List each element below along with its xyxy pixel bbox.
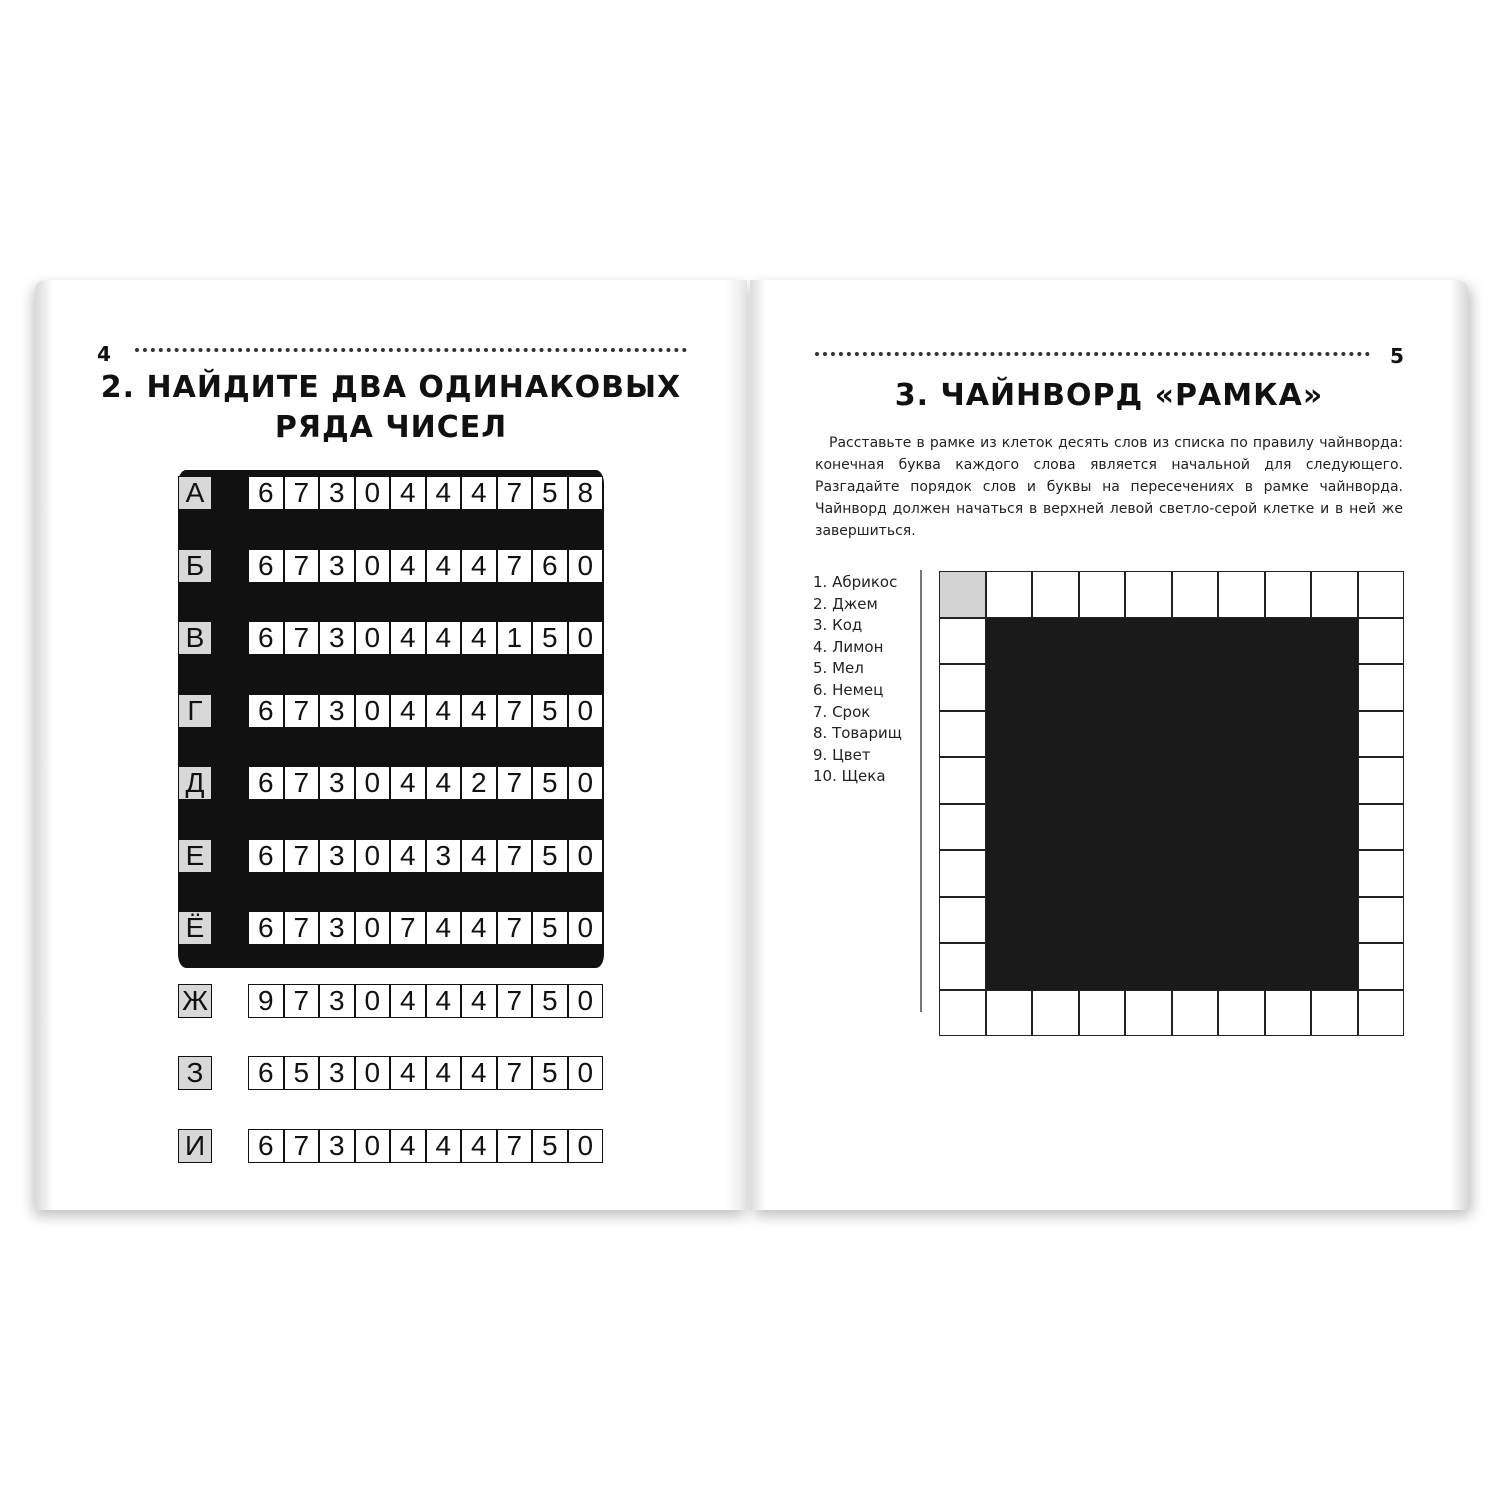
frame-cell[interactable]	[939, 804, 986, 851]
digit-cell: 4	[461, 1129, 497, 1163]
word-list-item: 7. Срок	[813, 702, 871, 721]
grid-row	[178, 694, 603, 728]
digit-cell: 7	[497, 839, 533, 873]
word-list-item: 5. Мел	[813, 659, 864, 678]
chainword-frame	[939, 571, 1404, 1036]
frame-cell[interactable]	[1358, 804, 1405, 851]
digit-cell: 5	[532, 1129, 568, 1163]
frame-cell[interactable]	[1125, 571, 1172, 618]
grid-row	[178, 549, 603, 583]
digit-cell: 7	[284, 911, 320, 945]
row-letter: И	[178, 1129, 212, 1163]
digit-cell: 4	[390, 549, 426, 583]
digit-cell: 5	[532, 839, 568, 873]
frame-cell[interactable]	[1358, 664, 1405, 711]
digit-cell: 0	[568, 911, 604, 945]
digit-cell: 6	[248, 476, 284, 510]
digit-cell: 4	[461, 621, 497, 655]
frame-cell[interactable]	[1358, 618, 1405, 665]
frame-cell[interactable]	[939, 664, 986, 711]
puzzle-title-left	[75, 368, 707, 448]
left-page	[35, 280, 747, 1210]
digit-cell: 0	[568, 1129, 604, 1163]
row-letter: Ж	[178, 984, 212, 1018]
digit-cell: 7	[497, 984, 533, 1018]
digit-cell: 5	[532, 621, 568, 655]
digit-cell: 2	[461, 766, 497, 800]
digit-cell: 7	[497, 476, 533, 510]
digit-cell: 0	[568, 694, 604, 728]
word-list-item: 6. Немец	[813, 680, 884, 699]
frame-cell[interactable]	[939, 618, 986, 665]
frame-cell[interactable]	[1079, 990, 1126, 1037]
digit-cell: 4	[390, 1056, 426, 1090]
title-line-2: РЯДА ЧИСЕЛ	[274, 410, 508, 445]
digit-cell: 0	[568, 766, 604, 800]
frame-cell[interactable]	[986, 990, 1033, 1037]
frame-cell[interactable]	[1265, 571, 1312, 618]
digit-cell: 0	[355, 549, 391, 583]
grid-row	[178, 1056, 603, 1090]
digit-cell: 7	[284, 476, 320, 510]
frame-cell[interactable]	[1311, 990, 1358, 1037]
digit-cell: 5	[532, 1056, 568, 1090]
digit-cell: 4	[390, 984, 426, 1018]
row-letter: Г	[178, 694, 212, 728]
right-page	[750, 280, 1468, 1210]
dotted-rule-right	[815, 352, 1370, 356]
row-gap	[212, 766, 248, 800]
frame-cell[interactable]	[1311, 571, 1358, 618]
digit-cell: 0	[568, 984, 604, 1018]
digit-cell: 6	[248, 549, 284, 583]
digit-cell: 6	[248, 766, 284, 800]
row-gap	[212, 984, 248, 1018]
digit-cell: 0	[568, 1056, 604, 1090]
frame-cell[interactable]	[1358, 850, 1405, 897]
frame-cell[interactable]	[986, 571, 1033, 618]
frame-cell[interactable]	[939, 943, 986, 990]
digit-cell: 7	[284, 1129, 320, 1163]
digit-cell: 4	[461, 549, 497, 583]
digit-cell: 7	[284, 839, 320, 873]
row-gap	[212, 1129, 248, 1163]
digit-cell: 3	[319, 839, 355, 873]
digit-cell: 3	[319, 1056, 355, 1090]
digit-cell: 0	[568, 839, 604, 873]
number-grid	[178, 470, 604, 1161]
digit-cell: 3	[319, 984, 355, 1018]
digit-cell: 4	[461, 911, 497, 945]
puzzle-title-right: 3. ЧАЙНВОРД «РАМКА»	[894, 378, 1324, 413]
digit-cell: 0	[568, 621, 604, 655]
row-letter: Д	[178, 766, 212, 800]
frame-cell[interactable]	[1172, 571, 1219, 618]
row-letter: Е	[178, 839, 212, 873]
frame-center-block	[986, 618, 1358, 990]
digit-cell: 3	[319, 549, 355, 583]
title-line-1: 2. НАЙДИТЕ ДВА ОДИНАКОВЫХ	[100, 370, 682, 405]
digit-cell: 4	[426, 1129, 462, 1163]
frame-cell[interactable]	[1358, 943, 1405, 990]
digit-cell: 4	[426, 476, 462, 510]
row-gap	[212, 911, 248, 945]
digit-cell: 7	[390, 911, 426, 945]
digit-cell: 4	[426, 1056, 462, 1090]
frame-cell[interactable]	[939, 757, 986, 804]
word-list-item: 8. Товарищ	[813, 724, 902, 743]
digit-cell: 5	[532, 911, 568, 945]
digit-cell: 6	[248, 621, 284, 655]
digit-cell: 7	[497, 549, 533, 583]
word-list-item: 3. Код	[813, 616, 863, 635]
digit-cell: 7	[284, 766, 320, 800]
digit-cell: 0	[355, 911, 391, 945]
digit-cell: 0	[355, 1056, 391, 1090]
digit-cell: 3	[319, 911, 355, 945]
digit-cell: 6	[532, 549, 568, 583]
digit-cell: 5	[284, 1056, 320, 1090]
word-list	[813, 572, 902, 788]
digit-cell: 0	[355, 984, 391, 1018]
row-letter: А	[178, 476, 212, 510]
row-gap	[212, 839, 248, 873]
digit-cell: 0	[355, 694, 391, 728]
digit-cell: 8	[568, 476, 604, 510]
word-list-item: 10. Щека	[813, 767, 886, 786]
digit-cell: 0	[568, 549, 604, 583]
digit-cell: 6	[248, 1129, 284, 1163]
digit-cell: 5	[532, 984, 568, 1018]
frame-cell[interactable]	[939, 990, 986, 1037]
row-letter: В	[178, 621, 212, 655]
digit-cell: 3	[426, 839, 462, 873]
frame-cell[interactable]	[1358, 897, 1405, 944]
frame-cell[interactable]	[939, 711, 986, 758]
digit-cell: 7	[284, 694, 320, 728]
digit-cell: 1	[497, 621, 533, 655]
digit-cell: 4	[461, 476, 497, 510]
dotted-rule-left	[135, 348, 687, 352]
digit-cell: 4	[390, 694, 426, 728]
digit-cell: 4	[461, 1056, 497, 1090]
digit-cell: 0	[355, 766, 391, 800]
row-gap	[212, 621, 248, 655]
digit-cell: 3	[319, 1129, 355, 1163]
word-list-item: 1. Абрикос	[813, 573, 898, 591]
digit-cell: 4	[426, 911, 462, 945]
frame-cell[interactable]	[1032, 990, 1079, 1037]
instructions-text: Расставьте в рамке из клеток десять слов из списка по правилу чайнворда: конечная буква каждого слова является начальной для следующего. Разгадайте порядок слов и буквы на пересечениях в рамке чайнворда. Чайнворд должен начаться в верхней левой светло-серой клетке и в ней же завершиться.	[815, 435, 1403, 539]
digit-cell: 4	[390, 1129, 426, 1163]
grid-row	[178, 1129, 603, 1163]
digit-cell: 4	[390, 476, 426, 510]
digit-cell: 4	[390, 766, 426, 800]
digit-cell: 4	[426, 694, 462, 728]
digit-cell: 4	[390, 621, 426, 655]
digit-cell: 7	[284, 984, 320, 1018]
digit-cell: 0	[355, 1129, 391, 1163]
word-list-item: 2. Джем	[813, 594, 878, 613]
digit-cell: 0	[355, 476, 391, 510]
digit-cell: 4	[426, 984, 462, 1018]
digit-cell: 6	[248, 911, 284, 945]
grid-row	[178, 621, 603, 655]
frame-cell[interactable]	[1032, 571, 1079, 618]
grid-row	[178, 984, 603, 1018]
frame-cell[interactable]	[1265, 990, 1312, 1037]
digit-cell: 7	[497, 766, 533, 800]
digit-cell: 7	[497, 911, 533, 945]
page-number-left: 4	[97, 342, 111, 366]
frame-cell[interactable]	[1125, 990, 1172, 1037]
frame-cell[interactable]	[1079, 571, 1126, 618]
digit-cell: 4	[461, 694, 497, 728]
digit-cell: 7	[284, 549, 320, 583]
frame-cell[interactable]	[1358, 571, 1405, 618]
grid-row	[178, 911, 603, 945]
digit-cell: 4	[390, 839, 426, 873]
digit-cell: 3	[319, 766, 355, 800]
word-list-item: 4. Лимон	[813, 637, 884, 656]
digit-cell: 5	[532, 694, 568, 728]
row-gap	[212, 476, 248, 510]
digit-cell: 3	[319, 476, 355, 510]
digit-cell: 7	[284, 621, 320, 655]
row-gap	[212, 1056, 248, 1090]
grid-row	[178, 476, 603, 510]
digit-cell: 4	[426, 621, 462, 655]
digit-cell: 5	[532, 766, 568, 800]
page-number-right: 5	[1390, 344, 1404, 368]
row-letter: З	[178, 1056, 212, 1090]
digit-cell: 4	[426, 766, 462, 800]
frame-cell[interactable]	[939, 897, 986, 944]
frame-cell[interactable]	[1358, 990, 1405, 1037]
frame-start-cell[interactable]	[939, 571, 986, 618]
row-letter: Б	[178, 549, 212, 583]
digit-cell: 4	[461, 839, 497, 873]
digit-cell: 7	[497, 1056, 533, 1090]
grid-row	[178, 766, 603, 800]
digit-cell: 3	[319, 694, 355, 728]
frame-cell[interactable]	[1358, 757, 1405, 804]
frame-cell[interactable]	[1358, 711, 1405, 758]
digit-cell: 3	[319, 621, 355, 655]
frame-cell[interactable]	[1218, 571, 1265, 618]
digit-cell: 7	[497, 694, 533, 728]
row-letter: Ё	[178, 911, 212, 945]
word-list-item: 9. Цвет	[813, 745, 871, 764]
digit-cell: 6	[248, 1056, 284, 1090]
row-gap	[212, 549, 248, 583]
grid-row	[178, 839, 603, 873]
digit-cell: 0	[355, 839, 391, 873]
frame-cell[interactable]	[1172, 990, 1219, 1037]
digit-cell: 9	[248, 984, 284, 1018]
digit-cell: 6	[248, 839, 284, 873]
vertical-divider	[920, 570, 922, 1012]
digit-cell: 5	[532, 476, 568, 510]
digit-cell: 4	[426, 549, 462, 583]
digit-cell: 7	[497, 1129, 533, 1163]
frame-cell[interactable]	[1218, 990, 1265, 1037]
row-gap	[212, 694, 248, 728]
digit-cell: 6	[248, 694, 284, 728]
frame-cell[interactable]	[939, 850, 986, 897]
digit-cell: 4	[461, 984, 497, 1018]
digit-cell: 0	[355, 621, 391, 655]
